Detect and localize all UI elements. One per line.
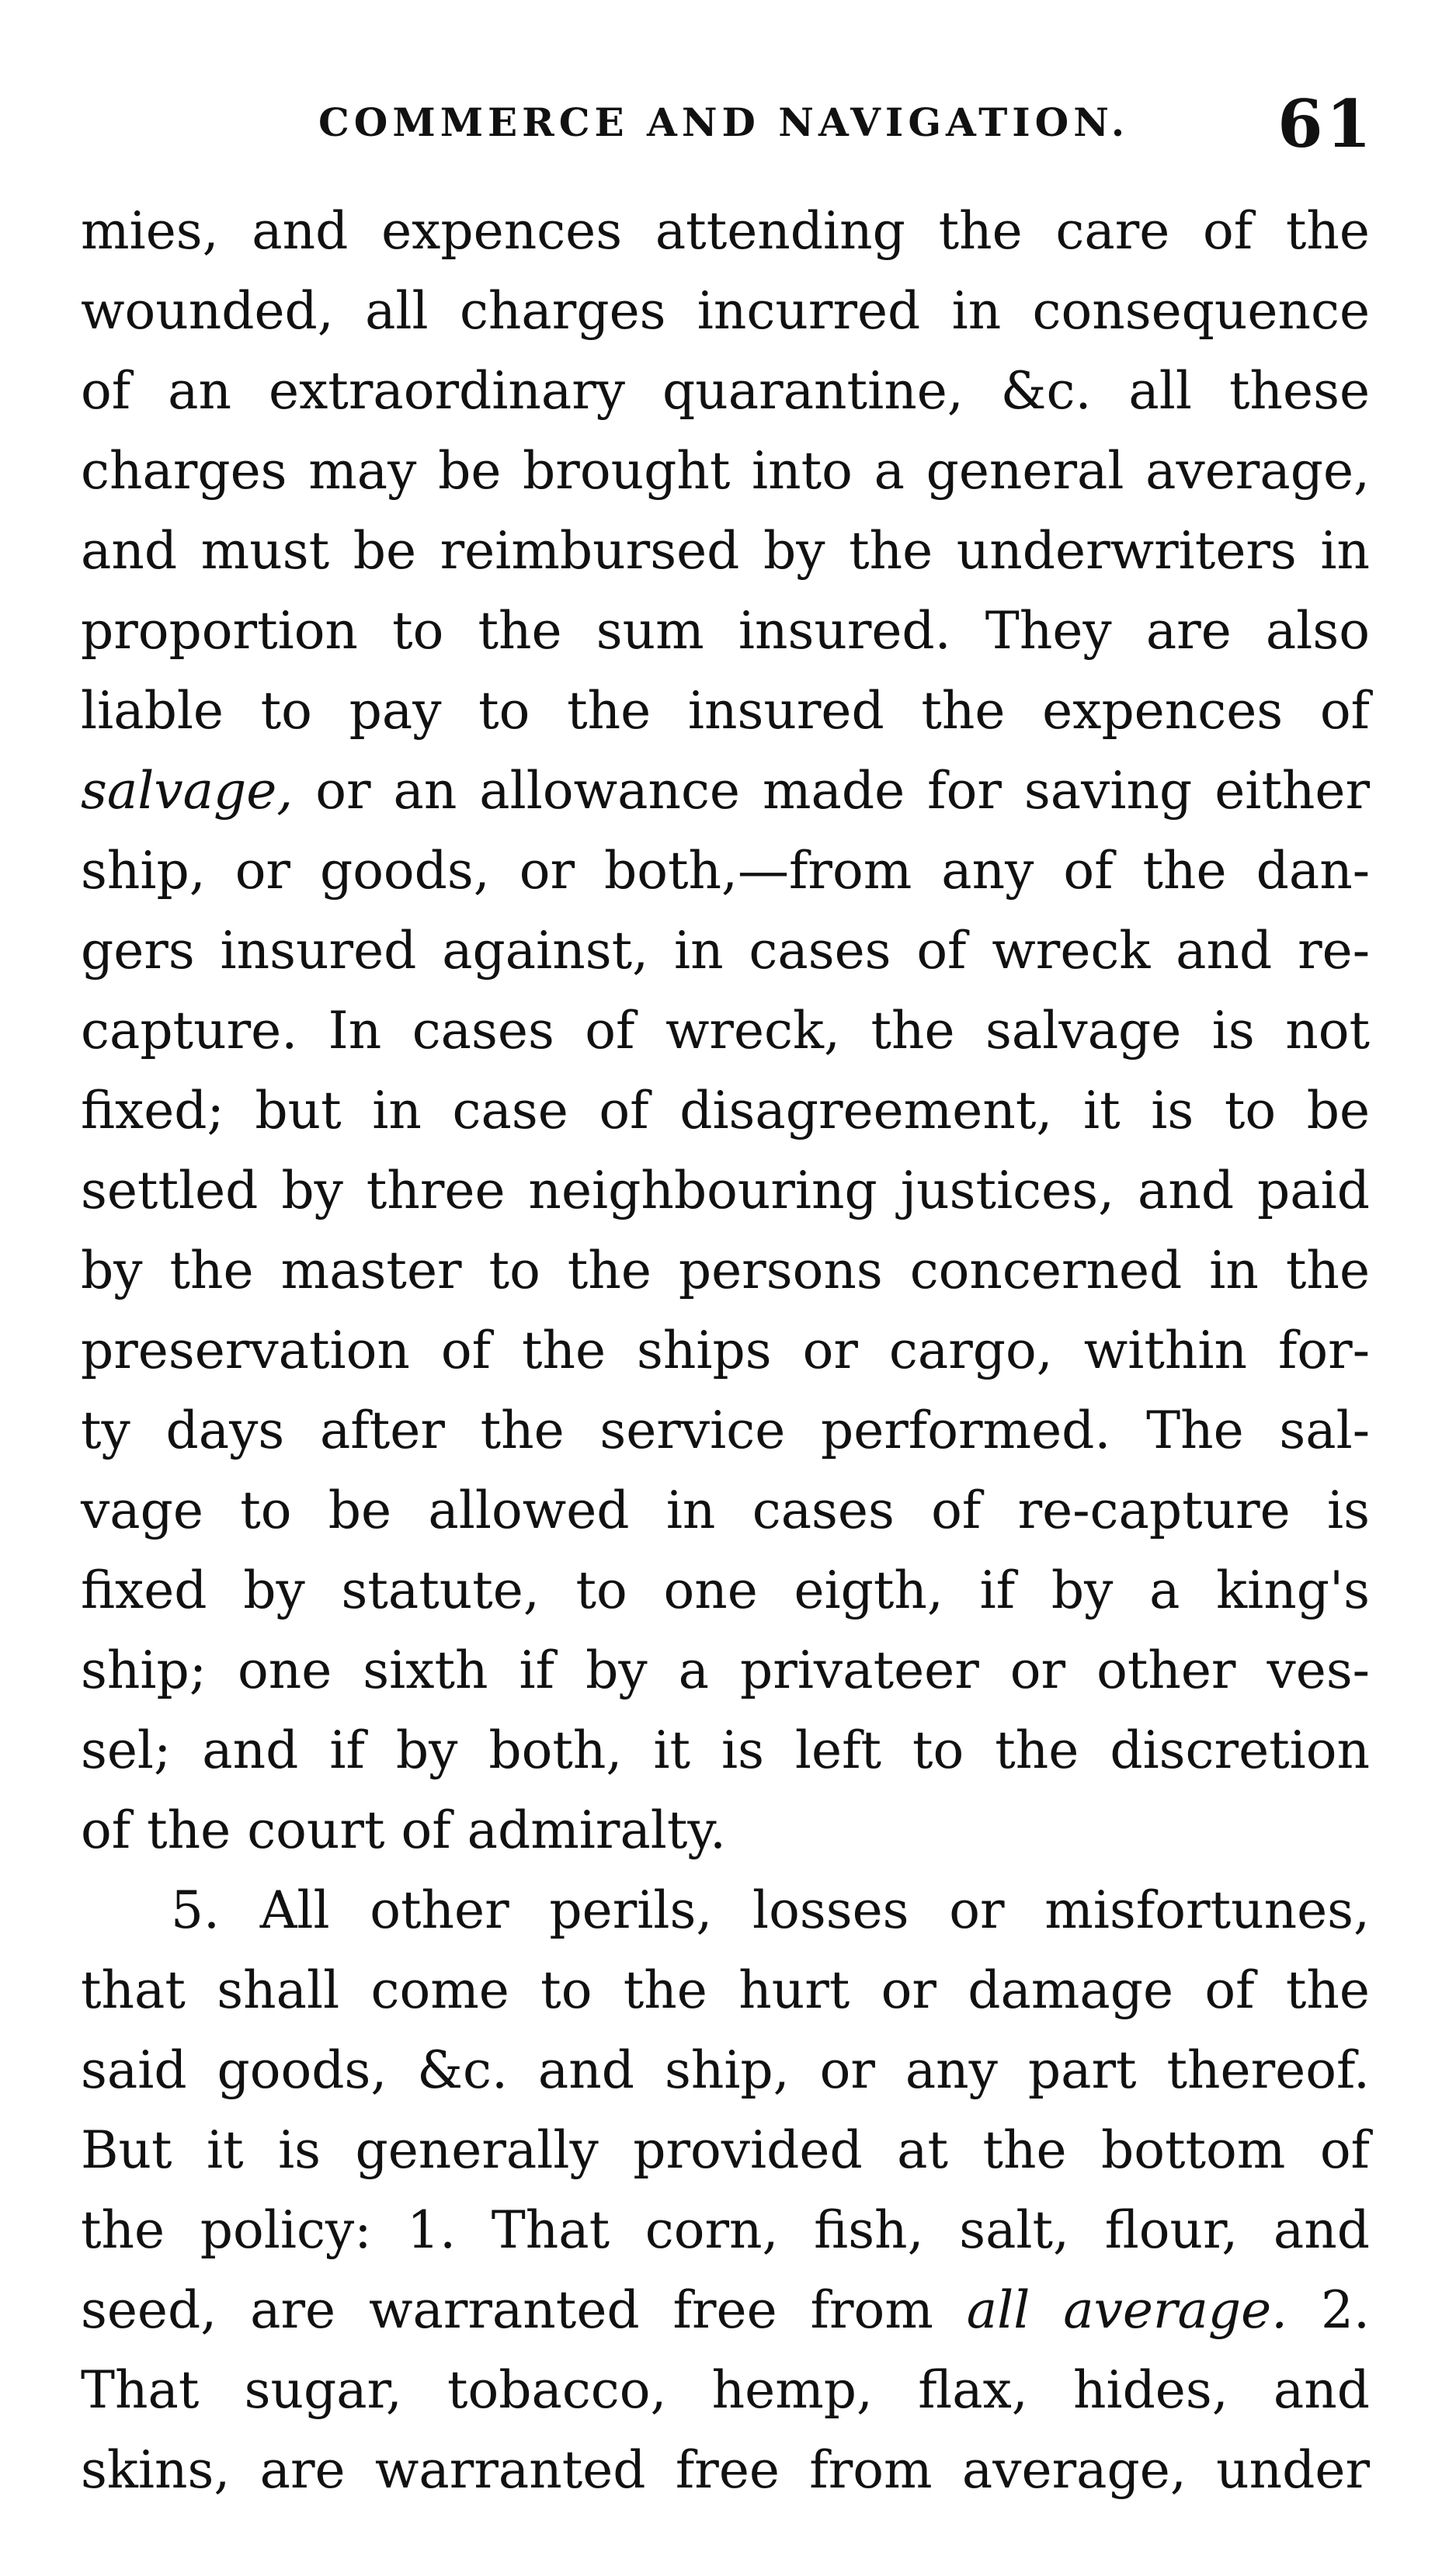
text-run: 2. bbox=[1287, 2280, 1370, 2340]
text-line: vage to be allowed in cases of re-capture is bbox=[81, 1481, 1370, 1540]
text-line: wounded, all charges incurred in consequence bbox=[81, 281, 1370, 341]
text-line: of the court of admiralty. bbox=[81, 1800, 726, 1860]
italic-term: salvage, bbox=[81, 761, 294, 821]
running-title: COMMERCE AND NAVIGATION. bbox=[318, 99, 1130, 145]
text-line: charges may be brought into a general average, bbox=[81, 441, 1370, 501]
text-line: that shall come to the hurt or damage of the bbox=[81, 1960, 1370, 2020]
body-text bbox=[81, 191, 1370, 2510]
text-line: fixed; but in case of disagreement, it is to be bbox=[81, 1081, 1370, 1140]
text-line: That sugar, tobacco, hemp, flax, hides, and bbox=[81, 2360, 1370, 2420]
page-header bbox=[318, 85, 1374, 171]
text-line: and must be reimbursed by the underwriters in bbox=[81, 521, 1370, 581]
text-line: settled by three neighbouring justices, and paid bbox=[81, 1161, 1370, 1220]
text-line: gers insured against, in cases of wreck and re- bbox=[81, 921, 1370, 981]
text-line: by the master to the persons concerned in the bbox=[81, 1241, 1370, 1300]
text-line: said goods, &c. and ship, or any part thereof. bbox=[81, 2040, 1370, 2100]
text-line: But it is generally provided at the bottom of bbox=[81, 2120, 1370, 2180]
text-line: proportion to the sum insured. They are also bbox=[81, 601, 1370, 661]
italic-term: all average. bbox=[966, 2280, 1288, 2340]
text-line: sel; and if by both, it is left to the discretion bbox=[81, 1720, 1370, 1780]
text-line: capture. In cases of wreck, the salvage is not bbox=[81, 1001, 1370, 1061]
page-number: 61 bbox=[1277, 85, 1374, 162]
text-line: 5. All other perils, losses or misfortunes, bbox=[171, 1880, 1370, 1940]
text-run: or an allowance made for saving either bbox=[293, 761, 1370, 821]
text-line: skins, are warranted free from average, under bbox=[81, 2440, 1370, 2500]
text-line: fixed by statute, to one eigth, if by a king's bbox=[81, 1561, 1370, 1620]
text-line bbox=[81, 2270, 1370, 2350]
text-line: of an extraordinary quarantine, &c. all these bbox=[81, 361, 1370, 421]
text-run: seed, are warranted free from bbox=[81, 2280, 967, 2340]
text-line: ship; one sixth if by a privateer or other ves- bbox=[81, 1640, 1370, 1700]
text-line: ty days after the service performed. The sal- bbox=[81, 1401, 1370, 1460]
text-line: ship, or goods, or both,—from any of the dan- bbox=[81, 841, 1370, 901]
text-line: liable to pay to the insured the expences of bbox=[81, 681, 1370, 741]
text-line: mies, and expences attending the care of the bbox=[81, 201, 1370, 261]
text-line: the policy: 1. That corn, fish, salt, flour, and bbox=[81, 2200, 1370, 2260]
text-line: preservation of the ships or cargo, within for- bbox=[81, 1321, 1370, 1380]
text-line bbox=[81, 751, 1370, 831]
